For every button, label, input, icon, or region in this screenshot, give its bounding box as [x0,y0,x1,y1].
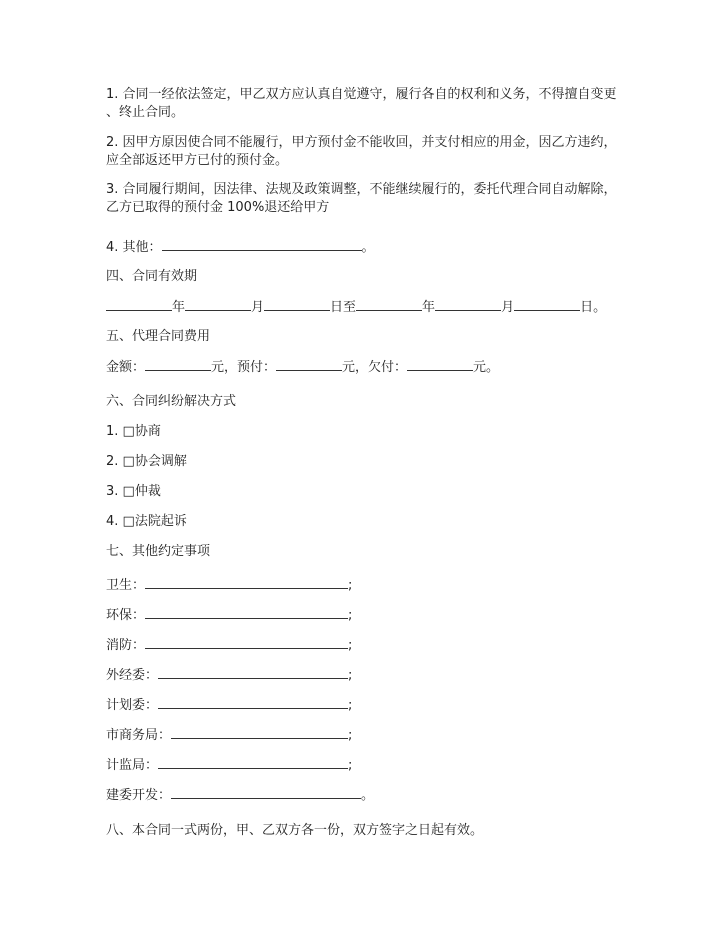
prepaid-blank[interactable] [276,358,342,371]
start-day-blank[interactable] [264,298,330,311]
item-end: ; [348,608,353,623]
clause-2-line-1: 2. 因甲方原因使合同不能履行，甲方预付金不能收回，并支付相应的用金，因乙方违约， [106,135,617,150]
item-label: 市商务局： [106,728,172,743]
item-label: 卫生： [106,578,146,593]
item-label: 外经委： [106,668,159,683]
other-blank[interactable] [162,238,362,251]
year-label: 年 [422,300,436,315]
clause-1-line-2: 、终止合同。 [106,105,185,120]
other-item [106,636,352,655]
clause-4-end: 。 [361,240,375,255]
item-label: 计监局： [106,758,159,773]
clause-4-label: 4. 其他： [106,240,162,255]
item-end: ; [348,578,353,593]
yuan-end: 元。 [473,360,500,375]
item-end: ; [348,668,353,683]
amount-blank[interactable] [145,358,211,371]
item-blank[interactable] [158,666,348,679]
other-item [106,696,352,715]
validity-period [106,298,606,317]
section-5-title: 五、代理合同费用 [106,329,211,344]
amount-label: 金额： [106,360,146,375]
prepaid-label: 元，预付： [211,360,277,375]
item-end: 。 [361,788,375,803]
owed-label: 元，欠付： [342,360,408,375]
item-end: ; [348,728,353,743]
end-year-blank[interactable] [356,298,422,311]
section-7-title: 七、其他约定事项 [106,544,211,559]
other-item [106,576,352,595]
other-item [106,726,352,745]
item-label: 建委开发： [106,788,172,803]
start-month-blank[interactable] [185,298,251,311]
item-blank[interactable] [171,786,361,799]
day-to-label: 日至 [330,300,357,315]
year-label: 年 [172,300,186,315]
item-label: 消防： [106,638,146,653]
other-item [106,666,352,685]
clause-2-line-2: 应全部返还甲方已付的预付金。 [106,153,289,168]
clause-3-line-1: 3. 合同履行期间，因法律、法规及政策调整，不能继续履行的，委托代理合同自动解除， [106,182,617,197]
item-blank[interactable] [145,636,348,649]
section-8-title: 八、本合同一式两份，甲、乙双方各一份，双方签字之日起有效。 [106,823,484,838]
other-item [106,606,352,625]
option-arbitration[interactable]: 3. □仲裁 [106,484,161,499]
clause-1-line-1: 1. 合同一经依法签定，甲乙双方应认真自觉遵守，履行各自的权利和义务，不得擅自变更 [106,87,617,102]
start-year-blank[interactable] [106,298,172,311]
item-blank[interactable] [158,696,348,709]
item-blank[interactable] [158,756,348,769]
item-end: ; [348,698,353,713]
option-negotiation[interactable]: 1. □协商 [106,424,161,439]
other-item [106,756,352,775]
section-6-title: 六、合同纠纷解决方式 [106,394,237,409]
day-end-label: 日。 [580,300,607,315]
item-end: ; [348,758,353,773]
item-blank[interactable] [145,606,348,619]
option-litigation[interactable]: 4. □法院起诉 [106,514,187,529]
section-4-title: 四、合同有效期 [106,269,198,284]
item-blank[interactable] [145,576,348,589]
month-label: 月 [251,300,265,315]
month-label: 月 [501,300,515,315]
clause-4 [106,238,375,257]
option-mediation[interactable]: 2. □协会调解 [106,454,187,469]
item-label: 环保： [106,608,146,623]
clause-3-line-2: 乙方已取得的预付金 100%退还给甲方 [106,200,330,215]
end-day-blank[interactable] [514,298,580,311]
item-end: ; [348,638,353,653]
owed-blank[interactable] [407,358,473,371]
item-label: 计划委： [106,698,159,713]
end-month-blank[interactable] [435,298,501,311]
other-item [106,786,374,805]
fees [106,358,499,377]
item-blank[interactable] [171,726,348,739]
